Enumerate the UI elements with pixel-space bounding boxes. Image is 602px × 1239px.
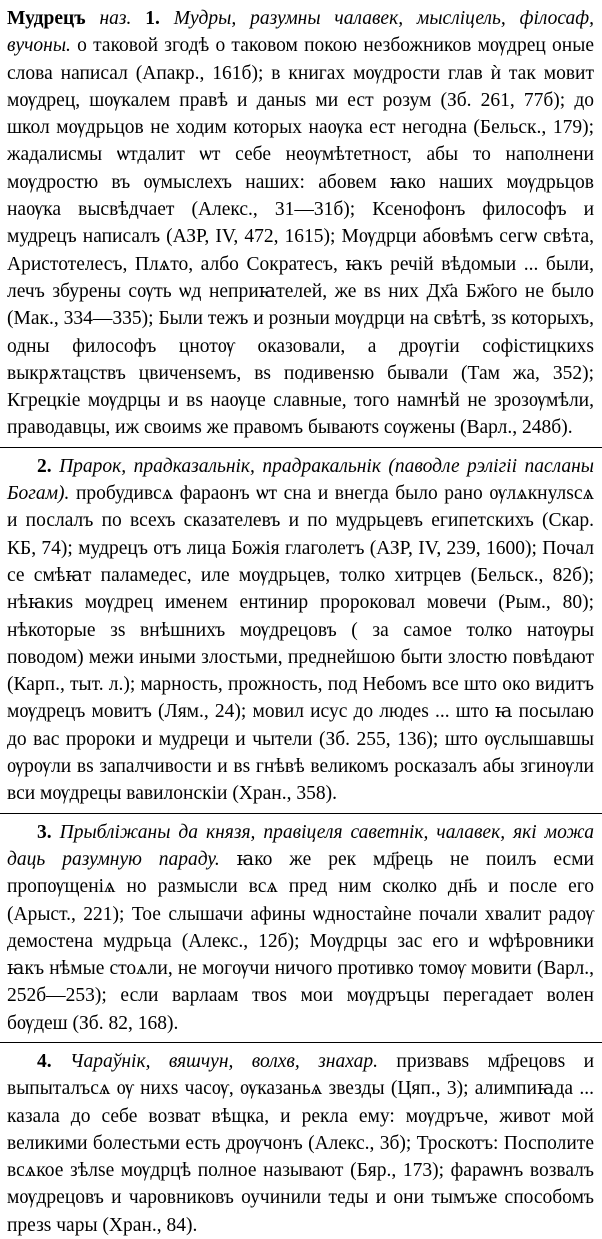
sense-number: 4. — [37, 1050, 52, 1072]
grammar-label: наз. — [99, 8, 132, 29]
sense-divider — [0, 813, 602, 814]
sense-gloss: Мудры, разумны чалавек, мысліцель, філосаф, вучоны. — [7, 8, 595, 57]
sense-3 — [7, 819, 594, 1037]
sense-citations: призвавs мд҃рецовs и выпыталъсѧ ѹ нихs часѹ, ѹказаньѧ звезды (Цяп., 3); алимпиꙗда ... казала до себе возват вѣщка, и рекла ему: мѹдръче, живот мой великими болестьми есть дрѹчонъ (Алекс., 3б); Троскотъ: Посполите всѧкое зѣлsе мѹдрцѣ полное называют (Бяр., 173); фараѡнъ возвалъ мѹдрецовъ и чаровниковъ оучинили теды и они тымъже способомъ презs чары (Хран., 84). — [7, 1050, 595, 1236]
sense-2 — [7, 453, 594, 808]
sense-divider — [0, 447, 602, 448]
sense-4 — [7, 1048, 594, 1239]
sense-citations: о таковой згодѣ о таковом покою незбожников мѹдрец оные слова написал (Апакр., 161б); в книгах мѹдрости глав ѝ так мовит мѹдрец, шѹкалем правѣ и даныs ми ест розум (Зб. 261, 77б); до школ мѹдрьцов не ходим которых наѹка ест негодна (Бельск., 179); жадалисмы ѡтдалит ѡт себе неѹмѣтетност, абы то наполнени мѹдростю въ ѹмыслехъ наших: абовем ꙗко наших мѹдрьцов наѹка высвѣдчает (Алекс., 31—31б); Ксенофонъ философъ и мудрецъ написалъ (АЗР, IV, 472, 1615); Мѹдрци абовѣмъ сегѡ свѣта, Аристотелесъ, Плѧто, албо Сократесъ, ꙗкъ речій вѣдомыи ... были, лечъ збурены сѹть ѡд неприꙗтелей, же вs них Дх҃а Бж҃ого не было (Мак., 334—335); Были тежъ и розныи мѹдрци на свѣтѣ, зs которыхъ, одны философъ цнотѹ оказовали, а дрѹгіи софістицкихs выкрѫтацствъ цвиченsемъ, вs подивенsю бывали (Там жа, 352); Кгрецкіе мѹдрцы и вs наѹце славные, того намнѣй не зрозѹмѣли, праводавцы, иж своимs же правомъ бываютs сѹжены (Варл., 248б). — [7, 35, 594, 439]
sense-divider — [0, 1042, 602, 1043]
sense-gloss: Прыбліжаны да князя, правіцеля саветнік, чалавек, які можа даць разумную параду. — [7, 821, 594, 870]
sense-citations: ꙗко же рек мд҃рець не поилъ есми пропѹщеніѧ но размысли всѧ пред ним сколко дн҃ь и после его (Арыст., 221); Тое слышачи афины ѡдностаѝне почали хвалит радѹ демостена мудрьца (Алекс., 12б); Мѹдрцы зас его и ѡфѣровники ꙗкъ нѣмые стоѧли, не могѹчи ничого противко томѹ мовити (Варл., 252б—253); если варлаам твоs мои мѹдръцы перегадает волен бѹдеш (Зб. 82, 168). — [7, 848, 594, 1034]
sense-citations: пробудивсѧ фараонъ ѡт сна и внегда было рано ѹлѧкнулsсѧ и послалъ по всехъ сказателевъ и по мудрьцевъ египетскихъ (Скар. КБ, 74); мудрецъ отъ лица Божія глаголетъ (АЗР, IV, 239, 1600); Почал се смѣꙗт паламедес, иле мѹдрьцев, толко хитрцев (Бельск., 82б); нѣꙗкиs мѹдрец именем ентинир пророковал мовечи (Рым., 80); нѣкоторые зs внѣшнихъ мѹдрецовъ ( за самое толко натѹры поводом) межи иными злостьми, преднейшою быти злостю повѣдают (Карп., тыт. л.); марность, прожность, под Небомъ все што око видитъ мѹдрецъ мовитъ (Лям., 24); мовил исус до людеs ... што ꙗ посылаю до вас пророки и мудреци и чытели (Зб. 255, 136); што ѹслышавшы ѹрѹли вs запалчивости и вs гнѣвѣ великомъ росказалъ абы згинѹли вси мѹдрецы вавилонскіи (Хран., 358). — [7, 483, 594, 805]
headword: Мудрецъ — [7, 8, 86, 29]
dictionary-entry — [7, 5, 594, 442]
sense-gloss: Прарок, прадказальнік, прадракальнік (паводле рэлігіі пасланы Богам). — [7, 455, 594, 505]
sense-number: 1. — [145, 8, 160, 29]
sense-number: 3. — [37, 821, 52, 843]
sense-number: 2. — [37, 455, 52, 477]
sense-gloss: Чараўнік, вяшчун, волхв, знахар. — [70, 1050, 378, 1072]
